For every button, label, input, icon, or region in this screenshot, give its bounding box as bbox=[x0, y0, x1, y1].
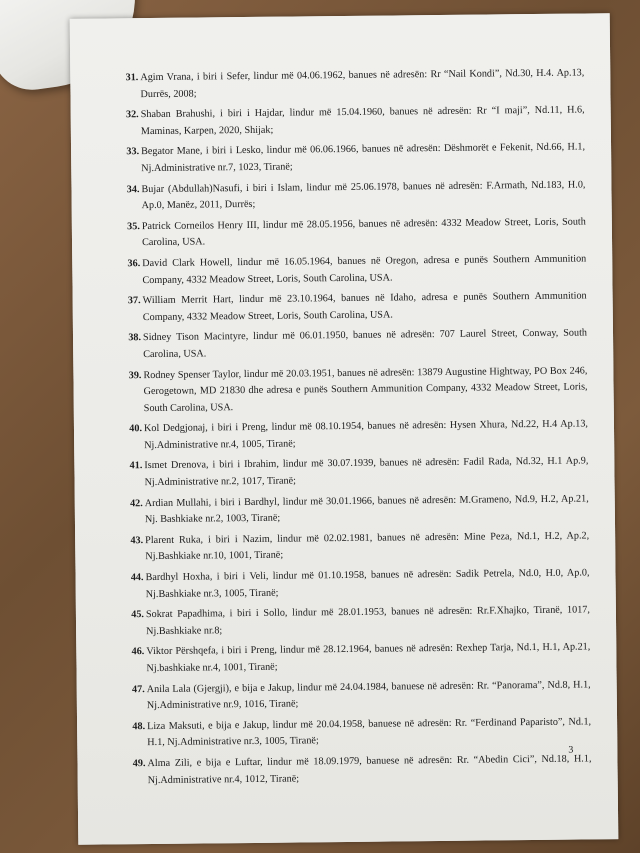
entry-number: 41. bbox=[129, 460, 143, 472]
entry-text: Alma Zili, e bija e Luftar, lindur më 18.09.1979, banuese në adresën: Rr. “Abedin Cici”, Nd.18, H.1, Nj.Administrative nr.4, 1012, Tiranë; bbox=[147, 753, 592, 786]
list-item bbox=[129, 363, 587, 418]
entry-text: Ismet Drenova, i biri i Ibrahim, lindur më 30.07.1939, banues në adresën: Fadil Rada, Nd.32, H.1 Ap.9, Nj.Administrative nr.2, 1017, Tiranë; bbox=[144, 455, 589, 489]
entry-number: 31. bbox=[125, 72, 139, 84]
list-item bbox=[133, 677, 591, 715]
entry-number: 39. bbox=[128, 369, 142, 381]
entry-list bbox=[126, 65, 592, 793]
entry-text: Anila Lala (Gjergji), e bija e Jakup, lindur më 24.04.1984, banuese në adresën: Rr. “Panorama”, Nd.8, H.1, Nj.Administrative nr.9, 1016, Tiranë; bbox=[146, 679, 591, 712]
entry-number: 47. bbox=[131, 683, 145, 695]
entry-text: Bardhyl Hoxha, i biri i Veli, lindur më 01.10.1958, banues në adresën: Sadik Petrela, Nd.0, H.0, Ap.0, Nj.Bashkiake nr.3, 1005, Tiranë; bbox=[145, 567, 590, 600]
entry-number: 42. bbox=[129, 497, 143, 509]
list-item bbox=[128, 251, 586, 289]
list-item bbox=[131, 565, 589, 603]
entry-text: Shaban Brahushi, i biri i Hajdar, lindur më 15.04.1960, banues në adresën: Rr “I maji”, Nd.11, H.6, Maminas, Karpen, 2020, Shijak; bbox=[140, 104, 585, 137]
entry-text: Ardian Mullahi, i biri i Bardhyl, lindur më 30.01.1966, banues në adresën: M.Grameno, Nd.9, H.2, Ap.21, Nj. Bashkiake nr.2, 1003, Tiranë; bbox=[144, 493, 589, 526]
list-item bbox=[129, 326, 587, 364]
entry-number: 34. bbox=[126, 183, 140, 195]
list-item bbox=[131, 491, 589, 529]
list-item bbox=[132, 640, 590, 678]
entry-text: Agim Vrana, i biri i Sefer, lindur më 04.06.1962, banues në adresën: Rr “Nail Kondi”, Nd.30, H.4. Ap.13, Durrës, 2008; bbox=[140, 67, 585, 100]
entry-number: 38. bbox=[128, 332, 142, 344]
entry-text: Sokrat Papadhima, i biri i Sollo, lindur më 28.01.1953, banues në adresën: Rr.F.Xhajko, Tiranë, 1017, Nj.Bashkiake nr.8; bbox=[145, 604, 590, 637]
list-item bbox=[131, 528, 589, 566]
entry-text: Plarent Ruka, i biri i Nazim, lindur më 02.02.1981, banues në adresën: Mine Peza, Nd.1, H.2, Ap.2, Nj.Bashkiake nr.10, 1001, Tiranë; bbox=[145, 530, 590, 563]
page-number: 3 bbox=[568, 744, 574, 756]
entry-number: 46. bbox=[131, 646, 145, 658]
entry-text: Sidney Tison Macintyre, lindur më 06.01.1950, banues në adresën: 707 Laurel Street, Conway, South Carolina, USA. bbox=[142, 327, 588, 361]
list-item bbox=[130, 454, 588, 492]
entry-text: David Clark Howell, lindur më 16.05.1964, banues në Oregon, adresa e punës Southern Ammunition Company, 4332 Meadow Street, Loris, South Carolina, USA. bbox=[142, 253, 587, 286]
entry-number: 36. bbox=[127, 258, 141, 270]
list-item bbox=[127, 103, 585, 141]
entry-number: 48. bbox=[132, 720, 146, 733]
list-item bbox=[128, 214, 586, 252]
entry-number: 37. bbox=[127, 295, 141, 307]
list-item bbox=[127, 140, 585, 178]
list-item bbox=[133, 714, 591, 752]
entry-number: 45. bbox=[131, 609, 144, 621]
entry-text: Rodney Spenser Taylor, lindur më 20.03.1951, banues në adresën: 13879 Augustine Hightway, PO Box 246, Gerogetown, MD 21830 dhe adresa e punës Southern Ammunition Company, 4332 Meadow Street, Loris, South Carolina, USA. bbox=[143, 364, 588, 414]
entry-text: Liza Maksuti, e bija e Jakup, lindur më 20.04.1958, banuese në adresën: Rr. “Ferdinand Paparisto”, Nd.1, H.1, Nj.Administrative nr.3, 1005, Tiranë; bbox=[147, 716, 592, 749]
entry-text: Bujar (Abdullah)Nasufi, i biri i Islam, lindur më 25.06.1978, banues në adresën: F.Armath, Nd.183, H.0, Ap.0, Manëz, 2011, Durrës; bbox=[141, 179, 586, 212]
entry-number: 44. bbox=[130, 572, 144, 584]
list-item bbox=[130, 417, 588, 455]
list-item bbox=[127, 177, 585, 215]
entry-number: 33. bbox=[126, 146, 140, 158]
entry-number: 43. bbox=[130, 534, 144, 547]
list-item bbox=[133, 751, 591, 789]
entry-number: 40. bbox=[129, 423, 143, 435]
entry-number: 35. bbox=[127, 220, 140, 233]
list-item bbox=[126, 65, 584, 103]
entry-number: 32. bbox=[125, 109, 139, 121]
entry-text: Viktor Përshqefa, i biri i Preng, lindur më 28.12.1964, banues në adresën: Rexhep Tarja, Nd.1, H.1, Ap.21, Nj.bashkiake nr.4, 1001, Tiranë; bbox=[146, 641, 591, 675]
entry-number: 49. bbox=[132, 758, 146, 770]
document-page bbox=[70, 13, 619, 845]
entry-text: Patrick Corneilos Henry III, lindur më 28.05.1956, banues në adresën: 4332 Meadow Street, Loris, South Carolina, USA. bbox=[141, 216, 586, 249]
list-item bbox=[129, 289, 587, 327]
entry-text: Begator Mane, i biri i Lesko, lindur më 06.06.1966, banues në adresën: Dëshmorët e Fekenit, Nd.66, H.1, Nj.Administrative nr.7, 1023, Tiranë; bbox=[141, 141, 586, 175]
list-item bbox=[132, 603, 590, 641]
entry-text: Kol Dedgjonaj, i biri i Preng, lindur më 08.10.1954, banues në adresën: Hysen Xhura, Nd.22, H.4 Ap.13, Nj.Administrative nr.4, 1005, Tiranë; bbox=[143, 418, 589, 451]
entry-text: William Merrit Hart, lindur më 23.10.1964, banues në Idaho, adresa e punës Southern Ammunition Company, 4332 Meadow Street, Loris, South Carolina, USA. bbox=[142, 290, 587, 323]
